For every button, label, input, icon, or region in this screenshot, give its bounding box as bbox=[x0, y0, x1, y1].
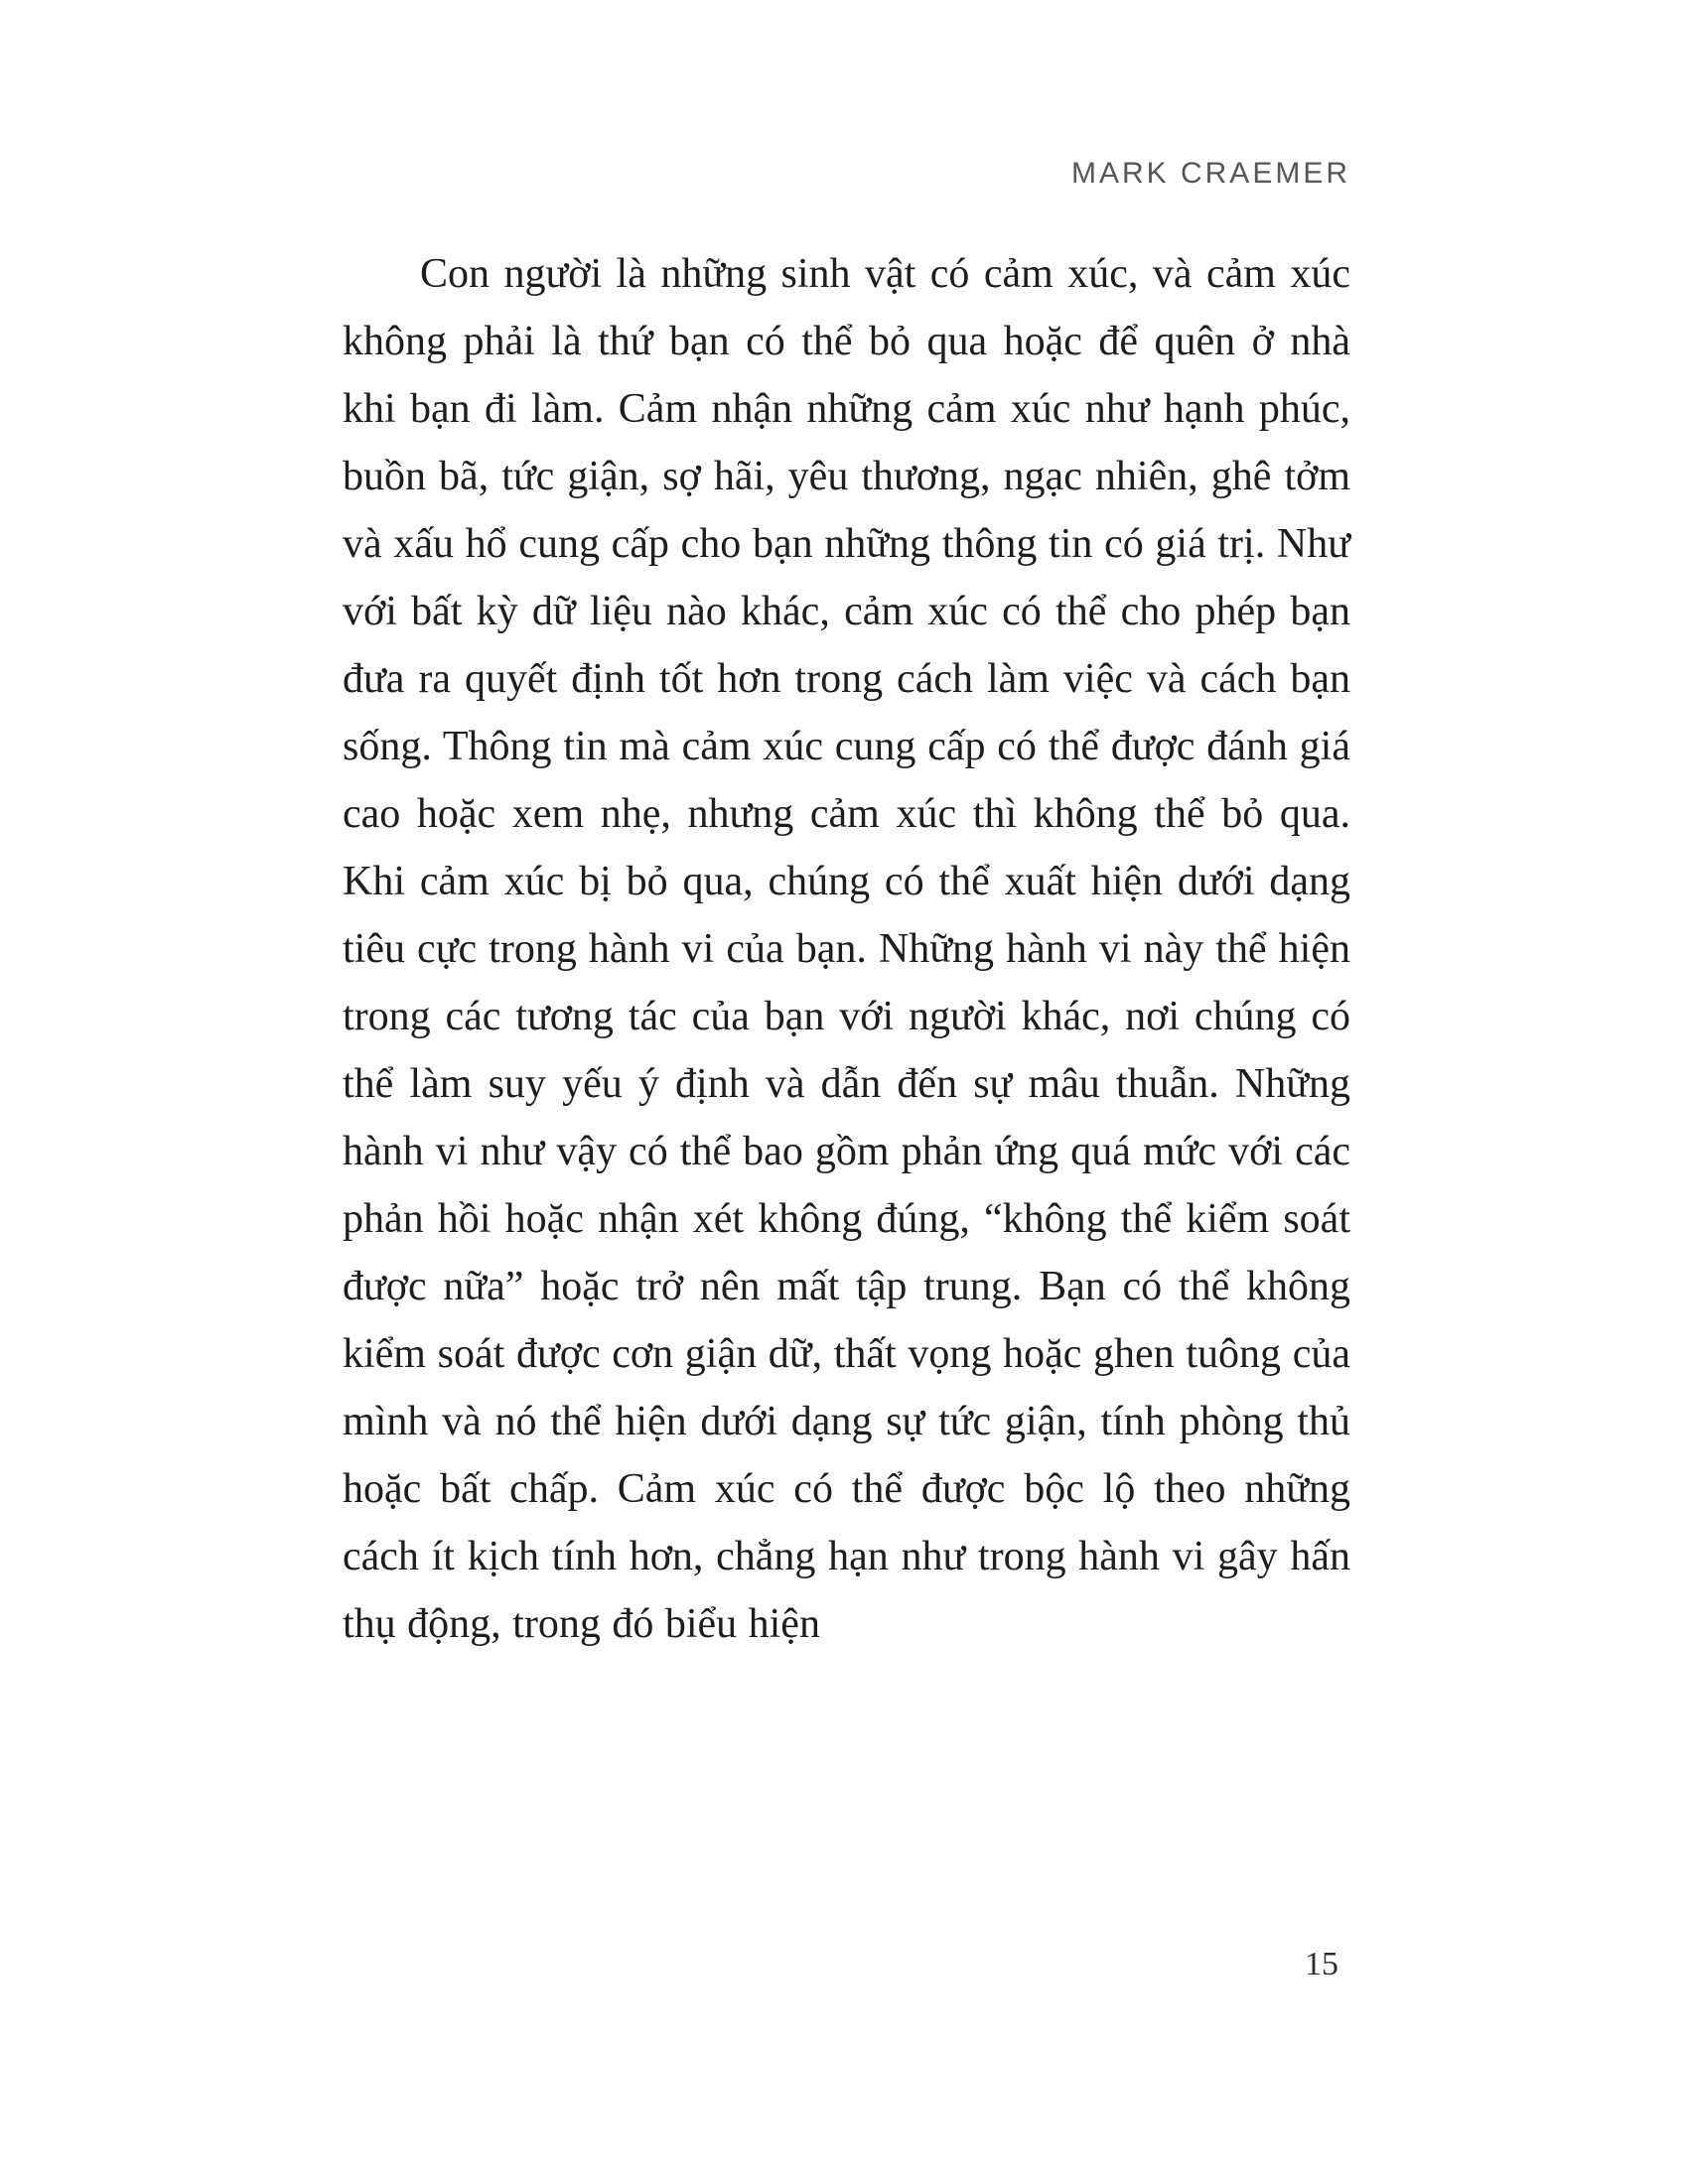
running-head-author: MARK CRAEMER bbox=[1070, 157, 1350, 190]
body-paragraph: Con người là những sinh vật có cảm xúc, và cảm xúc không phải là thứ bạn có thể bỏ qua hoặc để quên ở nhà khi bạn đi làm. Cảm nhận những cảm xúc như hạnh phúc, buồn bã, tức giận, sợ hãi, yêu thương, ngạc nhiên, ghê tởm và xấu hổ cung cấp cho bạn những thông tin có giá trị. Như với bất kỳ dữ liệu nào khác, cảm xúc có thể cho phép bạn đưa ra quyết định tốt hơn trong cách làm việc và cách bạn sống. Thông tin mà cảm xúc cung cấp có thể được đánh giá cao hoặc xem nhẹ, nhưng cảm xúc thì không thể bỏ qua. Khi cảm xúc bị bỏ qua, chúng có thể xuất hiện dưới dạng tiêu cực trong hành vi của bạn. Những hành vi này thể hiện trong các tương tác của bạn với người khác, nơi chúng có thể làm suy yếu ý định và dẫn đến sự mâu thuẫn. Những hành vi như vậy có thể bao gồm phản ứng quá mức với các phản hồi hoặc nhận xét không đúng, “không thể kiểm soát được nữa” hoặc trở nên mất tập trung. Bạn có thể không kiểm soát được cơn giận dữ, thất vọng hoặc ghen tuông của mình và nó thể hiện dưới dạng sự tức giận, tính phòng thủ hoặc bất chấp. Cảm xúc có thể được bộc lộ theo những cách ít kịch tính hơn, chẳng hạn như trong hành vi gây hấn thụ động, trong đó biểu hiện bbox=[343, 251, 1350, 1647]
page-number: 15 bbox=[1305, 1946, 1338, 1982]
